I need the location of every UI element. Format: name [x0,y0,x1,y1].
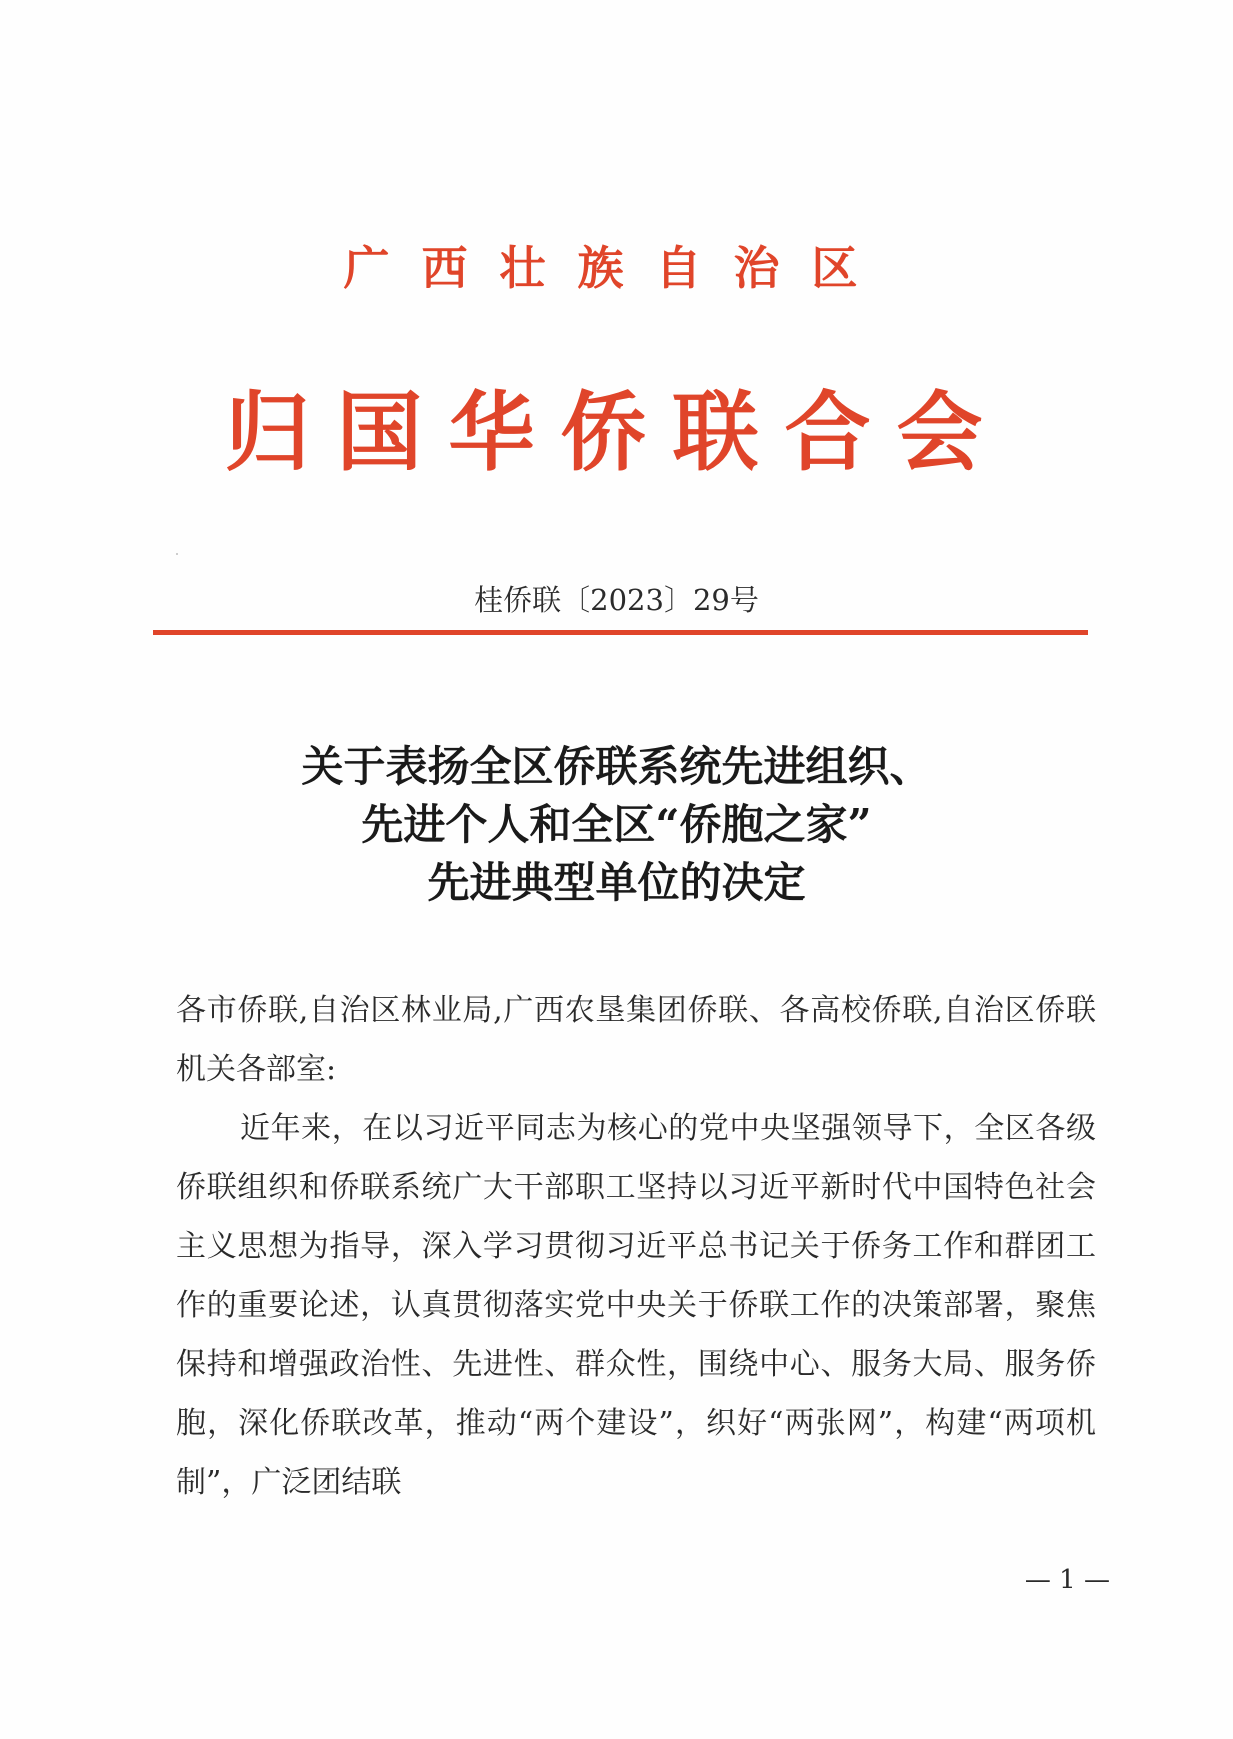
document-body [176,981,1096,1512]
document-number: 桂侨联〔2023〕29号 [474,583,759,617]
red-divider-rule [153,630,1088,635]
document-title [150,738,1083,912]
page-number: — 1 — [1024,1565,1110,1595]
title-line-3: 先进典型单位的决定 [427,858,806,907]
body-paragraph: 近年来，在以习近平同志为核心的党中央坚强领导下，全区各级侨联组织和侨联系统广大干部职工坚持以习近平新时代中国特色社会主义思想为指导，深入学习贯彻习近平总书记关于侨务工作和群团工作的重要论述，认真贯彻落实党中央关于侨联工作的决策部署，聚焦保持和增强政治性、先进性、群众性，围绕中心、服务大局、服务侨胞，深化侨联改革，推动“两个建设”，织好“两张网”，构建“两项机制”，广泛团结联 [176,1111,1096,1500]
title-line-1: 关于表扬全区侨联系统先进组织、 [301,742,932,791]
scan-speck [176,553,178,555]
issuing-org-name: 归国华侨联合会 [224,382,1009,483]
issuing-org-region: 广西壮族自治区 [343,241,890,295]
title-line-2: 先进个人和全区“侨胞之家” [361,800,872,849]
addressee: 各市侨联,自治区林业局,广西农垦集团侨联、各高校侨联,自治区侨联机关各部室: [176,993,1096,1087]
